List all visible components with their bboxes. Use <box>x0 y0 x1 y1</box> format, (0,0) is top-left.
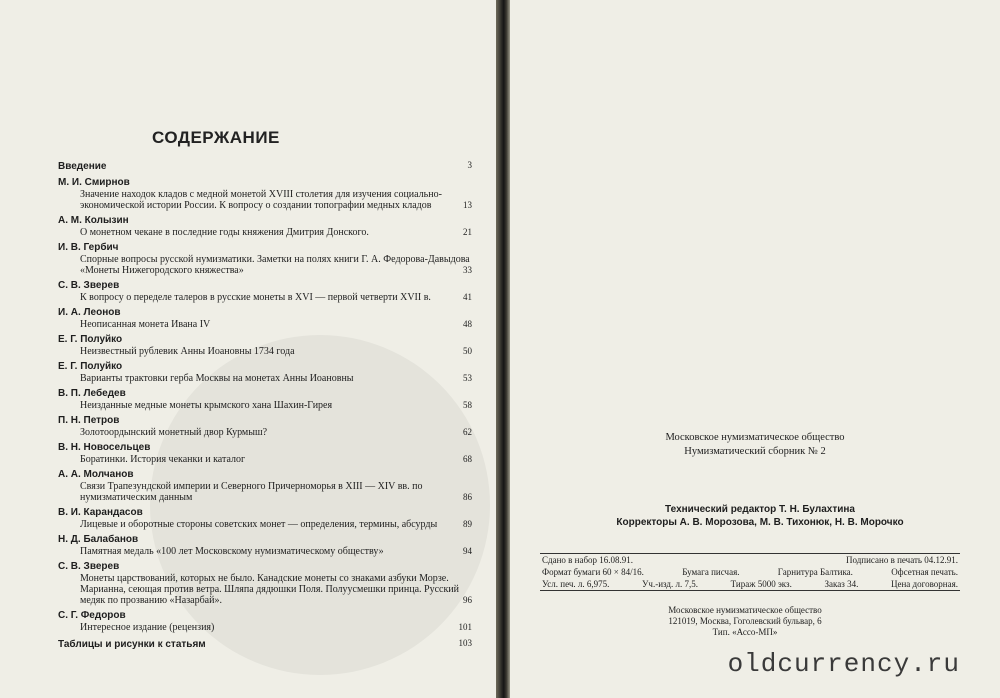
toc-entry <box>58 468 478 503</box>
toc-author: А. М. Колызин <box>58 215 129 226</box>
toc-entry <box>58 533 478 557</box>
toc-page-number: 103 <box>458 638 472 648</box>
imprint-block <box>540 553 960 591</box>
toc-page-number: 58 <box>463 400 472 410</box>
imprint-row-3 <box>540 578 960 590</box>
imprint-row-2 <box>540 566 960 578</box>
toc-page-number: 96 <box>463 595 472 605</box>
toc-author: Е. Г. Полуйко <box>58 361 123 372</box>
publisher-society: Московское нумизматическое общество <box>665 432 845 443</box>
toc-entry <box>58 306 478 330</box>
imprint-order: Заказ 34. <box>824 579 859 589</box>
toc-title: Памятная медаль «100 лет Московскому нумизматическому обществу» <box>80 546 384 557</box>
publisher-block <box>590 431 920 459</box>
toc-author: С. Г. Федоров <box>58 610 126 621</box>
toc-title: Неизданные медные монеты крымского хана Шахин-Гирея <box>80 400 333 411</box>
imprint-submitted: Сдано в набор 16.08.91. <box>542 555 634 565</box>
toc-title: К вопросу о переделе талеров в русские монеты в XVI — первой четверти XVII в. <box>80 292 431 303</box>
toc-entry <box>58 279 478 303</box>
right-page <box>510 0 1000 698</box>
toc-entry <box>58 609 478 633</box>
watermark: oldcurrency.ru <box>727 649 960 679</box>
book-gutter <box>496 0 510 698</box>
footer-org: Московское нумизматическое общество <box>668 605 822 615</box>
toc-title: Лицевые и оборотные стороны советских монет — определения, термины, абсурды <box>80 519 438 530</box>
toc-page-number: 33 <box>463 265 472 275</box>
toc-title: Боратинки. История чеканки и каталог <box>80 454 246 465</box>
imprint-price: Цена договорная. <box>890 579 958 589</box>
toc-title: Неизвестный рублевик Анны Иоановны 1734 года <box>80 346 295 357</box>
toc-entry <box>58 214 478 238</box>
toc-author: А. А. Молчанов <box>58 469 134 480</box>
toc-entry <box>58 360 478 384</box>
correctors: Корректоры А. В. Морозова, М. В. Тихонюк, Н. В. Морочко <box>616 517 904 528</box>
toc-page-number: 48 <box>463 319 472 329</box>
footer-typography: Тип. «Ассо-МП» <box>712 627 778 637</box>
toc-author: Введение <box>58 161 107 172</box>
toc-title: Значение находок кладов с медной монетой XVIII столетия для изучения социально-экономической истории России. К вопросу о создании топографии медных кладов <box>80 189 442 211</box>
table-of-contents <box>58 160 478 654</box>
toc-entry <box>58 638 478 651</box>
toc-page-number: 94 <box>463 546 472 556</box>
toc-author: В. П. Лебедев <box>58 388 126 399</box>
toc-page-number: 21 <box>463 227 472 237</box>
toc-author: Таблицы и рисунки к статьям <box>58 639 206 650</box>
imprint-signed: Подписано в печать 04.12.91. <box>845 555 958 565</box>
toc-author: С. В. Зверев <box>58 561 120 572</box>
toc-page-number: 50 <box>463 346 472 356</box>
toc-page-number: 68 <box>463 454 472 464</box>
imprint-print-sheets: Усл. печ. л. 6,975. <box>542 579 610 589</box>
toc-title: Монеты царствований, которых не было. Канадские монеты со знаками азбуки Морзе. Марианна, сеющая против ветра. Шляпа дядюшки Поля. Полуусмешки принца. Русский медяк по прозванию «Назарбай». <box>80 573 460 606</box>
toc-entry <box>58 441 478 465</box>
imprint-printing: Офсетная печать. <box>891 567 958 577</box>
footer-address: 121019, Москва, Гоголевский бульвар, 6 <box>668 616 822 626</box>
toc-page-number: 41 <box>463 292 472 302</box>
toc-page-number: 101 <box>458 622 472 632</box>
imprint-row-1 <box>540 554 960 566</box>
toc-author: В. И. Карандасов <box>58 507 143 518</box>
tech-editor: Технический редактор Т. Н. Булахтина <box>665 504 855 515</box>
toc-title: Варианты трактовки герба Москвы на монетах Анны Иоановны <box>80 373 354 384</box>
toc-title: Золотоордынский монетный двор Курмыш? <box>80 427 268 438</box>
toc-author: М. И. Смирнов <box>58 177 130 188</box>
left-page <box>0 0 496 698</box>
toc-entry <box>58 160 478 173</box>
toc-author: С. В. Зверев <box>58 280 120 291</box>
toc-heading: СОДЕРЖАНИЕ <box>152 128 280 147</box>
toc-entry <box>58 560 478 606</box>
imprint-typeface: Гарнитура Балтика. <box>777 567 853 577</box>
imprint-format: Формат бумаги 60 × 84/16. <box>542 567 644 577</box>
credits-block <box>570 503 950 529</box>
toc-title: О монетном чекане в последние годы княжения Дмитрия Донского. <box>80 227 369 238</box>
toc-title: Неописанная монета Ивана IV <box>80 319 211 330</box>
imprint-pub-sheets: Уч.-изд. л. 7,5. <box>642 579 698 589</box>
toc-entry <box>58 387 478 411</box>
imprint-run: Тираж 5000 экз. <box>730 579 792 589</box>
toc-entry <box>58 506 478 530</box>
toc-author: Е. Г. Полуйко <box>58 334 123 345</box>
imprint-paper: Бумага писчая. <box>682 567 740 577</box>
toc-title: Спорные вопросы русской нумизматики. Заметки на полях книги Г. А. Федорова-Давыдова «Монеты Нижегородского княжества» <box>80 254 470 276</box>
publisher-series: Нумизматический сборник № 2 <box>684 446 826 457</box>
toc-page-number: 62 <box>463 427 472 437</box>
toc-title: Связи Трапезундской империи и Северного Причерноморья в XIII — XIV вв. по нумизматическим данным <box>80 481 423 503</box>
toc-author: И. А. Леонов <box>58 307 121 318</box>
toc-page-number: 13 <box>463 200 472 210</box>
toc-page-number: 3 <box>467 160 472 170</box>
toc-page-number: 53 <box>463 373 472 383</box>
toc-entry <box>58 241 478 276</box>
toc-author: Н. Д. Балабанов <box>58 534 139 545</box>
toc-page-number: 89 <box>463 519 472 529</box>
toc-title: Интересное издание (рецензия) <box>80 622 215 633</box>
toc-author: И. В. Гербич <box>58 242 119 253</box>
toc-author: П. Н. Петров <box>58 415 120 426</box>
toc-entry <box>58 176 478 211</box>
toc-author: В. Н. Новосельцев <box>58 442 151 453</box>
toc-page-number: 86 <box>463 492 472 502</box>
toc-entry <box>58 333 478 357</box>
footer-block <box>595 605 895 638</box>
toc-entry <box>58 414 478 438</box>
imprint-bottom-rule <box>540 590 960 591</box>
